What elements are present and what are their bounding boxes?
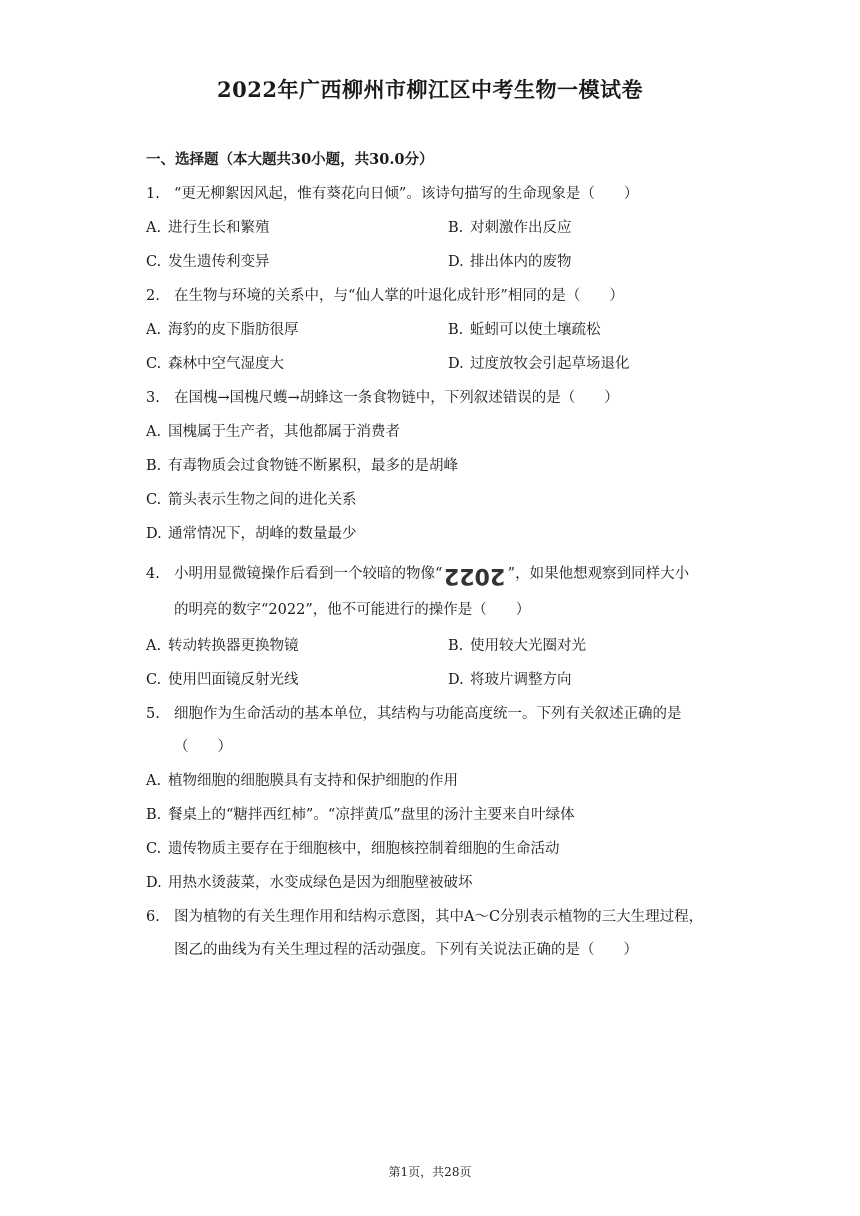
option-letter: D. — [146, 875, 162, 891]
option-b — [146, 805, 575, 825]
option-letter: D. — [448, 672, 464, 688]
option-letter: C. — [146, 356, 162, 372]
option-text: 海豹的皮下脂肪很厚 — [168, 322, 299, 338]
question-number: 6. — [146, 909, 160, 925]
option-letter: A. — [146, 638, 162, 654]
option-text: 发生遗传利变异 — [168, 254, 270, 270]
option-text: 将玻片调整方向 — [470, 672, 572, 688]
option-a — [146, 218, 270, 238]
option-c — [146, 252, 270, 272]
option-letter: D. — [448, 254, 464, 270]
option-text: 转动转换器更换物镜 — [168, 638, 299, 654]
option-letter: C. — [146, 841, 162, 857]
option-letter: D. — [146, 526, 162, 542]
option-text: 使用较大光圈对光 — [470, 638, 586, 654]
option-text: 排出体内的废物 — [470, 254, 572, 270]
question-2 — [146, 286, 624, 306]
option-d — [146, 524, 357, 544]
question-4 — [146, 563, 690, 588]
question-text: 细胞作为生命活动的基本单位，其结构与功能高度统一。下列有关叙述正确的是 — [174, 706, 682, 722]
option-b — [448, 320, 601, 340]
option-a — [146, 771, 458, 791]
option-text: 过度放牧会引起草场退化 — [470, 356, 630, 372]
question-6-continued: 图乙的曲线为有关生理过程的活动强度。下列有关说法正确的是（ ） — [174, 942, 638, 958]
option-text: 遗传物质主要存在于细胞核中，细胞核控制着细胞的生命活动 — [168, 841, 560, 857]
option-text: 餐桌上的“糖拌西红柿”。“凉拌黄瓜”盘里的汤汁主要来自叶绿体 — [168, 807, 575, 823]
option-a — [146, 320, 299, 340]
question-5-continued: （ ） — [174, 739, 232, 755]
question-text: 在生物与环境的关系中，与“仙人掌的叶退化成针形”相同的是（ ） — [174, 288, 624, 304]
option-c — [146, 354, 284, 374]
page-footer: 第1页，共28页 — [388, 1165, 472, 1179]
option-a — [146, 636, 299, 656]
option-letter: C. — [146, 254, 162, 270]
option-text: 进行生长和繁殖 — [168, 220, 270, 236]
question-1 — [146, 184, 638, 204]
question-number: 4. — [146, 566, 160, 582]
option-b — [146, 456, 458, 476]
question-text: 小明用显微镜操作后看到一个较暗的物像“ — [174, 566, 443, 582]
option-letter: B. — [448, 322, 464, 338]
question-6 — [146, 907, 703, 927]
question-number: 1. — [146, 186, 160, 202]
question-number: 3. — [146, 390, 160, 406]
question-text: 在国槐→国槐尺蠖→胡蜂这一条食物链中，下列叙述错误的是（ ） — [174, 390, 619, 406]
option-b — [448, 636, 586, 656]
option-d — [146, 873, 473, 893]
option-text: 使用凹面镜反射光线 — [168, 672, 299, 688]
option-letter: D. — [448, 356, 464, 372]
option-text: 蚯蚓可以使土壤疏松 — [470, 322, 601, 338]
question-number: 5. — [146, 706, 160, 722]
question-4-continued: 的明亮的数字“2022”，他不可能进行的操作是（ ） — [174, 602, 531, 618]
question-5 — [146, 704, 682, 724]
option-text: 植物细胞的细胞膜具有支持和保护细胞的作用 — [168, 773, 458, 789]
question-3 — [146, 388, 619, 408]
question-text: 图为植物的有关生理作用和结构示意图，其中A～C分别表示植物的三大生理过程， — [174, 909, 704, 925]
option-letter: A. — [146, 773, 162, 789]
option-text: 对刺激作出反应 — [470, 220, 572, 236]
option-text: 有毒物质会过食物链不断累积，最多的是胡峰 — [168, 458, 458, 474]
question-text: “更无柳絮因风起，惟有葵花向日倾”。该诗句描写的生命现象是（ ） — [174, 186, 639, 202]
option-d — [448, 670, 572, 690]
option-letter: C. — [146, 672, 162, 688]
option-a — [146, 422, 400, 442]
option-c — [146, 670, 299, 690]
option-letter: A. — [146, 424, 162, 440]
option-d — [448, 252, 572, 272]
option-c — [146, 490, 357, 510]
microscope-image-digits: 2022 — [444, 563, 506, 588]
option-text: 国槐属于生产者，其他都属于消费者 — [168, 424, 400, 440]
option-letter: B. — [448, 220, 464, 236]
option-letter: C. — [146, 492, 162, 508]
option-letter: A. — [146, 322, 162, 338]
option-letter: B. — [448, 638, 464, 654]
option-c — [146, 839, 560, 859]
section-heading: 一、选择题（本大题共30小题，共30.0分） — [146, 151, 434, 168]
option-b — [448, 218, 572, 238]
question-number: 2. — [146, 288, 160, 304]
option-text: 通常情况下，胡峰的数量最少 — [168, 526, 357, 542]
option-letter: B. — [146, 807, 162, 823]
option-d — [448, 354, 630, 374]
option-letter: A. — [146, 220, 162, 236]
option-text: 森林中空气湿度大 — [168, 356, 284, 372]
option-text: 箭头表示生物之间的进化关系 — [168, 492, 357, 508]
option-letter: B. — [146, 458, 162, 474]
page-title: 2022年广西柳州市柳江区中考生物一模试卷 — [217, 77, 643, 102]
question-text: ”，如果他想观察到同样大小 — [507, 566, 690, 582]
option-text: 用热水烫菠菜，水变成绿色是因为细胞壁被破坏 — [168, 875, 473, 891]
